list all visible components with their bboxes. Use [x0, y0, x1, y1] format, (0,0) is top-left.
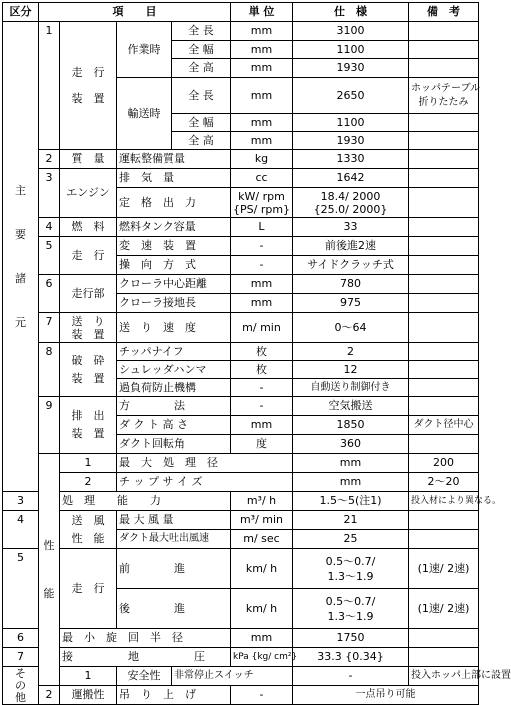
note-cell — [409, 361, 479, 379]
value-cell: 1.5～5(注1) — [293, 492, 409, 511]
value-cell: 前後進2速 — [293, 237, 409, 256]
group-other: そ の 他 — [3, 667, 39, 705]
row-number: 8 — [39, 343, 60, 397]
item-label: 変 速 装 置 — [117, 237, 231, 256]
note-cell — [409, 294, 479, 313]
value-cell: 200 — [409, 454, 479, 473]
header-shiyou: 仕 様 — [293, 3, 409, 22]
unit-cell: mm — [293, 473, 409, 492]
note-cell — [409, 150, 479, 169]
note-cell — [409, 648, 479, 667]
item-label: 全 長 — [172, 78, 231, 114]
value-cell: 1930 — [293, 59, 409, 78]
unit-cell: - — [231, 397, 293, 416]
item-label: ダ ク ト 高 さ — [117, 416, 231, 435]
unit-cell: mm — [231, 41, 293, 59]
row-name: 安全性 — [117, 667, 172, 686]
row-name: 質 量 — [60, 150, 117, 169]
row-number: 6 — [3, 629, 39, 648]
item-label: 運転整備質量 — [117, 150, 231, 169]
table-row — [3, 397, 479, 416]
value-cell: 21 — [293, 511, 409, 530]
note-cell — [409, 629, 479, 648]
unit-cell: mm — [231, 132, 293, 150]
unit-cell: km/ h — [231, 589, 293, 629]
note-cell — [409, 114, 479, 132]
header-koumoku: 項 目 — [39, 3, 231, 22]
note-cell: (1速/ 2速) — [409, 589, 479, 629]
row-number: 5 — [39, 237, 60, 275]
value-cell: 1330 — [293, 150, 409, 169]
item-label: 全 高 — [172, 59, 231, 78]
item-label: 非常停止スイッチ — [172, 667, 293, 686]
row-number: 7 — [39, 313, 60, 343]
header-row — [3, 3, 479, 22]
unit-cell: km/ h — [231, 549, 293, 589]
row-name: エンジン — [60, 169, 117, 218]
table-row — [3, 511, 479, 530]
unit-cell: kg — [231, 150, 293, 169]
item-label: 操 向 方 式 — [117, 256, 231, 275]
value-cell: 自動送り制御付き — [293, 379, 409, 397]
value-cell: 2～20 — [409, 473, 479, 492]
row-number: 4 — [39, 218, 60, 237]
note-cell — [409, 59, 479, 78]
note-cell — [409, 343, 479, 361]
note-cell: ダクト径中心 — [409, 416, 479, 435]
table-row — [3, 169, 479, 188]
row-number: 3 — [39, 169, 60, 218]
table-row — [3, 22, 479, 41]
item-label: 全 幅 — [172, 41, 231, 59]
note-cell — [409, 22, 479, 41]
value-cell: 投入ホッパ上部に設置 — [409, 667, 479, 686]
unit-cell: - — [231, 256, 293, 275]
note-cell — [409, 530, 479, 549]
value-cell: 1850 — [293, 416, 409, 435]
value-cell: 2 — [293, 343, 409, 361]
item-label: 定 格 出 力 — [117, 188, 231, 218]
row-name: 走行部 — [60, 275, 117, 313]
row-number: 2 — [39, 686, 60, 705]
table-row — [3, 454, 479, 473]
value-cell: 3100 — [293, 22, 409, 41]
unit-cell: mm — [231, 275, 293, 294]
transport-label: 輸送時 — [117, 78, 172, 150]
note-cell — [409, 256, 479, 275]
note-cell — [409, 237, 479, 256]
note-cell: 投入材により異なる。 — [409, 492, 479, 511]
value-cell: 1750 — [293, 629, 409, 648]
unit-cell: kW/ rpm {PS/ rpm} — [231, 188, 293, 218]
row-number: 7 — [3, 648, 39, 667]
item-label: 前 進 — [117, 549, 231, 589]
row-name: 破 砕 装 置 — [60, 343, 117, 397]
row-name: 走 行 装 置 — [60, 22, 117, 150]
row-number: 6 — [39, 275, 60, 313]
row-name: 送 風 性 能 — [60, 511, 117, 549]
note-cell — [409, 275, 479, 294]
table-row — [3, 667, 479, 686]
value-cell: 360 — [293, 435, 409, 454]
table-row — [3, 150, 479, 169]
unit-cell: 枚 — [231, 361, 293, 379]
row-number: 9 — [39, 397, 60, 454]
item-label: 全 高 — [172, 132, 231, 150]
unit-cell: - — [231, 237, 293, 256]
value-cell: 33 — [293, 218, 409, 237]
group-performance: 性 能 — [39, 454, 60, 686]
item-label: 過負荷防止機構 — [117, 379, 231, 397]
table-row — [3, 473, 479, 492]
row-name: 走 行 — [60, 549, 117, 629]
row-number: 1 — [60, 454, 117, 473]
item-label: 最 大 処 理 径 — [117, 454, 293, 473]
item-label: ダクト回転角 — [117, 435, 231, 454]
row-name: 送 り 装 置 — [60, 313, 117, 343]
row-name: 運搬性 — [60, 686, 117, 705]
item-label: 全 幅 — [172, 114, 231, 132]
note-cell — [409, 218, 479, 237]
note-cell — [409, 397, 479, 416]
row-number: 2 — [60, 473, 117, 492]
item-label: クローラ中心距離 — [117, 275, 231, 294]
note-cell — [409, 313, 479, 343]
note-cell — [409, 511, 479, 530]
row-number: 3 — [3, 492, 39, 511]
note-cell — [409, 188, 479, 218]
item-label: 燃料タンク容量 — [117, 218, 231, 237]
row-number: 1 — [39, 22, 60, 150]
value-cell: 18.4/ 2000 {25.0/ 2000} — [293, 188, 409, 218]
note-cell — [409, 41, 479, 59]
unit-cell: - — [293, 667, 409, 686]
value-cell: 1930 — [293, 132, 409, 150]
table-row — [3, 218, 479, 237]
item-label: チッパナイフ — [117, 343, 231, 361]
row-number: 5 — [3, 549, 39, 629]
unit-cell: mm — [231, 59, 293, 78]
table-row — [3, 492, 479, 511]
value-cell: 空気搬送 — [293, 397, 409, 416]
note-cell — [409, 169, 479, 188]
item-label: ダクト最大吐出風速 — [117, 530, 231, 549]
unit-cell: mm — [293, 454, 409, 473]
table-row — [3, 648, 479, 667]
group-main: 主 要 諸 元 — [3, 22, 39, 492]
item-label: 排 気 量 — [117, 169, 231, 188]
unit-cell: kPa {kg/ cm²} — [231, 648, 293, 667]
item-label: 接 地 圧 — [60, 648, 231, 667]
value-cell: 1100 — [293, 41, 409, 59]
header-kubun: 区分 — [3, 3, 39, 22]
unit-cell: mm — [231, 22, 293, 41]
item-label: 全 長 — [172, 22, 231, 41]
item-label: 吊 り 上 げ — [117, 686, 231, 705]
unit-cell: mm — [231, 629, 293, 648]
row-name: 燃 料 — [60, 218, 117, 237]
note-cell: ホッパテーブル 折りたたみ — [409, 78, 479, 114]
item-label: クローラ接地長 — [117, 294, 231, 313]
work-label: 作業時 — [117, 22, 172, 78]
row-number: 2 — [39, 150, 60, 169]
value-cell: 2650 — [293, 78, 409, 114]
value-cell: 25 — [293, 530, 409, 549]
note-cell: (1速/ 2速) — [409, 549, 479, 589]
unit-cell: m³/ min — [231, 511, 293, 530]
value-cell: 12 — [293, 361, 409, 379]
value-cell: 一点吊り可能 — [293, 686, 479, 705]
table-row — [3, 313, 479, 343]
value-cell: サイドクラッチ式 — [293, 256, 409, 275]
value-cell: 975 — [293, 294, 409, 313]
unit-cell: m/ min — [231, 313, 293, 343]
table-row — [3, 343, 479, 361]
item-label: シュレッダハンマ — [117, 361, 231, 379]
row-number: 1 — [60, 667, 117, 686]
item-label: チ ッ プ サ イ ズ — [117, 473, 293, 492]
table-row — [3, 686, 479, 705]
table-row — [3, 549, 479, 589]
unit-cell: - — [231, 379, 293, 397]
unit-cell: 度 — [231, 435, 293, 454]
item-label: 後 進 — [117, 589, 231, 629]
table-row — [3, 275, 479, 294]
unit-cell: m³/ h — [231, 492, 293, 511]
note-cell — [409, 379, 479, 397]
unit-cell: mm — [231, 416, 293, 435]
unit-cell: mm — [231, 78, 293, 114]
table-row — [3, 237, 479, 256]
item-label: 最 小 旋 回 半 径 — [60, 629, 231, 648]
table-row — [3, 629, 479, 648]
item-label: 最 大 風 量 — [117, 511, 231, 530]
spec-table — [2, 2, 511, 705]
value-cell: 1642 — [293, 169, 409, 188]
value-cell: 33.3 {0.34} — [293, 648, 409, 667]
unit-cell: 枚 — [231, 343, 293, 361]
value-cell: 0.5～0.7/ 1.3～1.9 — [293, 589, 409, 629]
header-tani: 単 位 — [231, 3, 293, 22]
note-cell — [409, 435, 479, 454]
value-cell: 0～64 — [293, 313, 409, 343]
value-cell: 780 — [293, 275, 409, 294]
note-cell — [409, 132, 479, 150]
unit-cell: cc — [231, 169, 293, 188]
row-name: 排 出 装 置 — [60, 397, 117, 454]
unit-cell: mm — [231, 114, 293, 132]
unit-cell: m/ sec — [231, 530, 293, 549]
item-label: 送 り 速 度 — [117, 313, 231, 343]
row-name: 走 行 — [60, 237, 117, 275]
unit-cell: mm — [231, 294, 293, 313]
unit-cell: L — [231, 218, 293, 237]
header-bikou: 備 考 — [409, 3, 479, 22]
value-cell: 0.5～0.7/ 1.3～1.9 — [293, 549, 409, 589]
row-number: 4 — [3, 511, 39, 549]
unit-cell: - — [231, 686, 293, 705]
item-label: 処 理 能 力 — [60, 492, 231, 511]
item-label: 方 法 — [117, 397, 231, 416]
value-cell: 1100 — [293, 114, 409, 132]
